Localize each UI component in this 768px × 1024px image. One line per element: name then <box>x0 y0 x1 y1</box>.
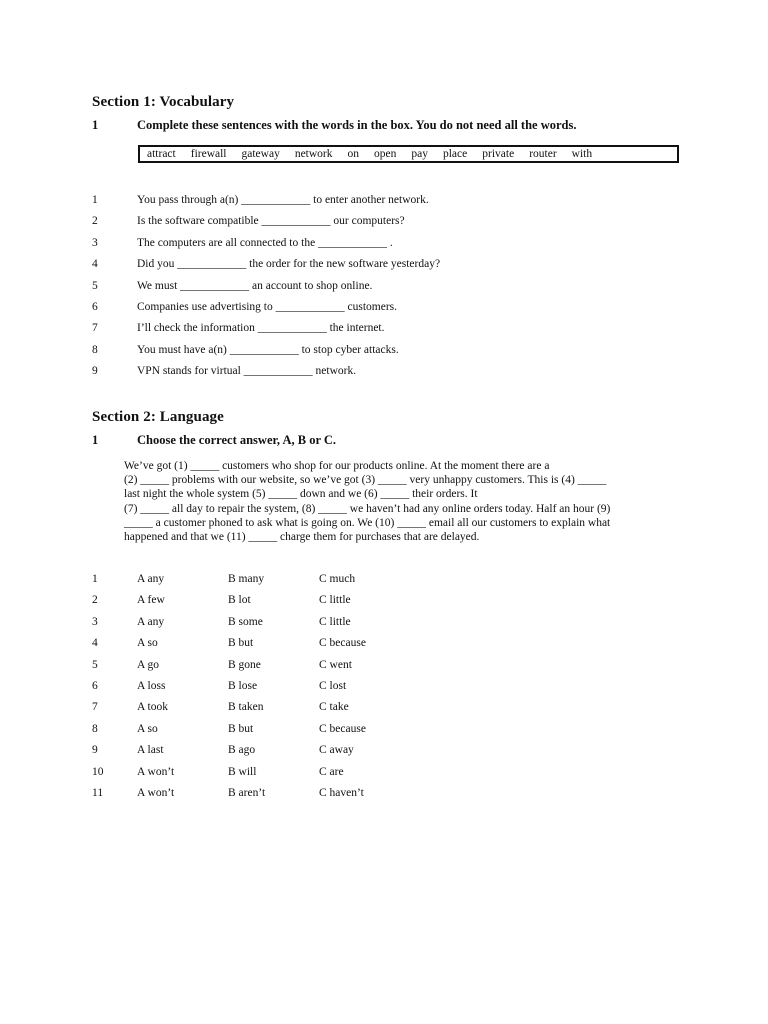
sentence-text: Companies use advertising to ____________ customers. <box>137 300 397 313</box>
word-box-item: private <box>482 148 515 160</box>
answer-options-list <box>92 573 439 808</box>
passage-line: (7) _____ all day to repair the system, (8) _____ we haven’t had any online orders today. Half an hour (9) <box>124 502 611 515</box>
section-1-task <box>92 118 576 133</box>
item-number: 10 <box>92 765 104 778</box>
word-box-item: attract <box>147 148 176 160</box>
cloze-passage <box>124 459 684 544</box>
option-b: B but <box>228 722 254 735</box>
option-a: A loss <box>137 679 166 692</box>
item-number: 4 <box>92 637 98 650</box>
item-number: 8 <box>92 343 98 356</box>
word-box-item: router <box>529 148 557 160</box>
sentence-text: VPN stands for virtual ____________ network. <box>137 365 357 378</box>
list-item <box>92 365 440 386</box>
list-item <box>92 594 439 615</box>
item-number: 9 <box>92 365 98 378</box>
option-c: C little <box>319 615 351 628</box>
section-2-title: Section 2: Language <box>92 409 224 425</box>
word-box-item: firewall <box>190 148 227 160</box>
list-item <box>92 194 440 215</box>
section-2-task <box>92 433 336 448</box>
list-item <box>92 659 439 680</box>
option-b: B taken <box>228 701 264 714</box>
sentence-text: You pass through a(n) ____________ to enter another network. <box>137 194 429 206</box>
item-number: 7 <box>92 322 98 335</box>
option-c: C lost <box>319 679 347 692</box>
passage-line: _____ a customer phoned to ask what is going on. We (10) _____ email all our customers to explain what <box>124 516 611 529</box>
option-a: A any <box>137 615 165 628</box>
section-1-title: Section 1: Vocabulary <box>92 94 235 110</box>
item-number: 2 <box>92 594 98 607</box>
passage-line: (2) _____ problems with our website, so we’ve got (3) _____ very unhappy customers. This is (4) _____ <box>124 474 607 487</box>
list-item <box>92 744 439 765</box>
option-c: C little <box>319 594 351 607</box>
passage-line: last night the whole system (5) _____ down and we (6) _____ their orders. It <box>124 488 478 501</box>
sentence-text: Is the software compatible ____________ our computers? <box>137 215 405 228</box>
item-number: 3 <box>92 236 98 249</box>
section-1-task-text: Complete these sentences with the words in the box. You do not need all the words. <box>137 118 577 132</box>
list-item <box>92 766 439 787</box>
section-2-task-number: 1 <box>92 433 99 447</box>
list-item <box>92 322 440 343</box>
option-c: C are <box>319 765 344 778</box>
list-item <box>92 344 440 365</box>
option-a: A go <box>137 658 160 671</box>
option-a: A won’t <box>137 765 175 778</box>
option-b: B lose <box>228 679 258 692</box>
option-b: B will <box>228 765 257 778</box>
option-b: B many <box>228 573 265 585</box>
word-box-item: network <box>294 148 333 160</box>
word-box-item: open <box>374 148 397 160</box>
option-b: B aren’t <box>228 786 266 799</box>
item-number: 6 <box>92 679 98 692</box>
option-b: B ago <box>228 744 256 757</box>
option-a: A won’t <box>137 786 175 799</box>
list-item <box>92 723 439 744</box>
list-item <box>92 680 439 701</box>
item-number: 5 <box>92 658 98 671</box>
word-box-item: gateway <box>241 148 280 160</box>
option-c: C because <box>319 722 366 735</box>
item-number: 1 <box>92 194 98 206</box>
item-number: 4 <box>92 258 98 271</box>
option-c: C take <box>319 701 349 714</box>
vocabulary-sentence-list <box>92 194 440 387</box>
sentence-text: Did you ____________ the order for the new software yesterday? <box>137 258 441 271</box>
word-box-item: with <box>571 148 593 160</box>
list-item <box>92 280 440 301</box>
option-a: A so <box>137 722 158 735</box>
list-item <box>92 616 439 637</box>
list-item <box>92 573 439 594</box>
sentence-text: We must ____________ an account to shop online. <box>137 279 373 292</box>
list-item <box>92 237 440 258</box>
list-item <box>92 215 440 236</box>
sentence-text: I’ll check the information ____________ the internet. <box>137 322 385 335</box>
item-number: 6 <box>92 300 98 313</box>
item-number: 7 <box>92 701 98 714</box>
option-b: B lot <box>228 594 251 607</box>
word-box-item: pay <box>411 148 428 160</box>
option-b: B some <box>228 615 263 628</box>
option-a: A any <box>137 573 165 585</box>
item-number: 9 <box>92 744 98 757</box>
option-a: A last <box>137 744 164 757</box>
passage-line: We’ve got (1) _____ customers who shop for our products online. At the moment there are a <box>124 460 550 472</box>
list-item <box>92 258 440 279</box>
item-number: 11 <box>92 786 104 799</box>
word-box-item: place <box>442 148 468 160</box>
section-1-task-number: 1 <box>92 118 99 132</box>
option-b: B but <box>228 637 254 650</box>
list-item <box>92 787 439 808</box>
option-a: A took <box>137 701 168 714</box>
list-item <box>92 637 439 658</box>
word-box <box>138 145 679 163</box>
list-item <box>92 301 440 322</box>
item-number: 8 <box>92 722 98 735</box>
item-number: 5 <box>92 279 98 292</box>
sentence-text: The computers are all connected to the ____________ . <box>137 236 393 249</box>
option-b: B gone <box>228 658 261 671</box>
option-c: C because <box>319 637 366 650</box>
section-2-task-text: Choose the correct answer, A, B or C. <box>137 433 337 447</box>
option-c: C much <box>319 573 356 585</box>
option-a: A so <box>137 637 158 650</box>
passage-line: happened and that we (11) _____ charge them for purchases that are delayed. <box>124 531 480 544</box>
item-number: 3 <box>92 615 98 628</box>
list-item <box>92 701 439 722</box>
word-box-item: on <box>347 148 360 160</box>
sentence-text: You must have a(n) ____________ to stop cyber attacks. <box>137 343 399 356</box>
item-number: 2 <box>92 215 98 228</box>
option-c: C went <box>319 658 352 671</box>
option-c: C haven’t <box>319 786 364 799</box>
item-number: 1 <box>92 573 98 585</box>
option-c: C away <box>319 744 354 757</box>
option-a: A few <box>137 594 165 607</box>
